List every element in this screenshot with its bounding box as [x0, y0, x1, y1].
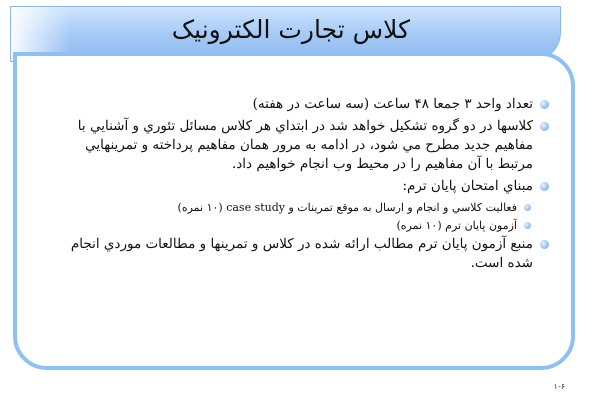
- bullet-icon: [540, 182, 549, 191]
- bullet-icon: [540, 122, 549, 131]
- sub-list-item-text: فعاليت کلاسي و انجام و ارسال به موقع تمرينات و case study (۱۰ نمره): [177, 201, 517, 214]
- slide-title: کلاس تجارت الکترونيک: [171, 15, 410, 44]
- content-list: [49, 95, 549, 276]
- list-item-text: تعداد واحد ۳ جمعا ۴۸ ساعت (سه ساعت در هفته): [252, 96, 533, 112]
- list-item: [49, 177, 549, 196]
- sub-list-item-text: آزمون پايان ترم (۱۰ نمره): [396, 219, 517, 232]
- list-item: [49, 235, 549, 273]
- bullet-icon: [540, 240, 549, 249]
- sub-bullet-icon: [524, 222, 531, 229]
- list-item-text: مبناي امتحان پايان ترم:: [402, 178, 533, 194]
- sub-bullet-icon: [524, 204, 531, 211]
- sub-list-item: [49, 199, 549, 217]
- list-item-text: منبع آزمون پايان ترم مطالب ارائه شده در کلاس و تمرينها و مطالعات موردي انجام شده است.: [70, 236, 533, 271]
- list-item: [49, 117, 549, 174]
- bullet-icon: [540, 100, 549, 109]
- sub-list-item: [49, 217, 549, 235]
- list-item: [49, 95, 549, 114]
- page-number: ۱-۶: [553, 382, 565, 391]
- list-item-text: کلاسها در دو گروه تشکيل خواهد شد در ابتداي هر کلاس مسائل تئوري و آشنايي با مفاهيم جديد مطرح مي شود، در ادامه به مرور همان مفاهيم پرداخته و تمرينهايي مرتبط با آن مفاهيم را در محيط وب انجام خواهيم داد.: [77, 118, 533, 172]
